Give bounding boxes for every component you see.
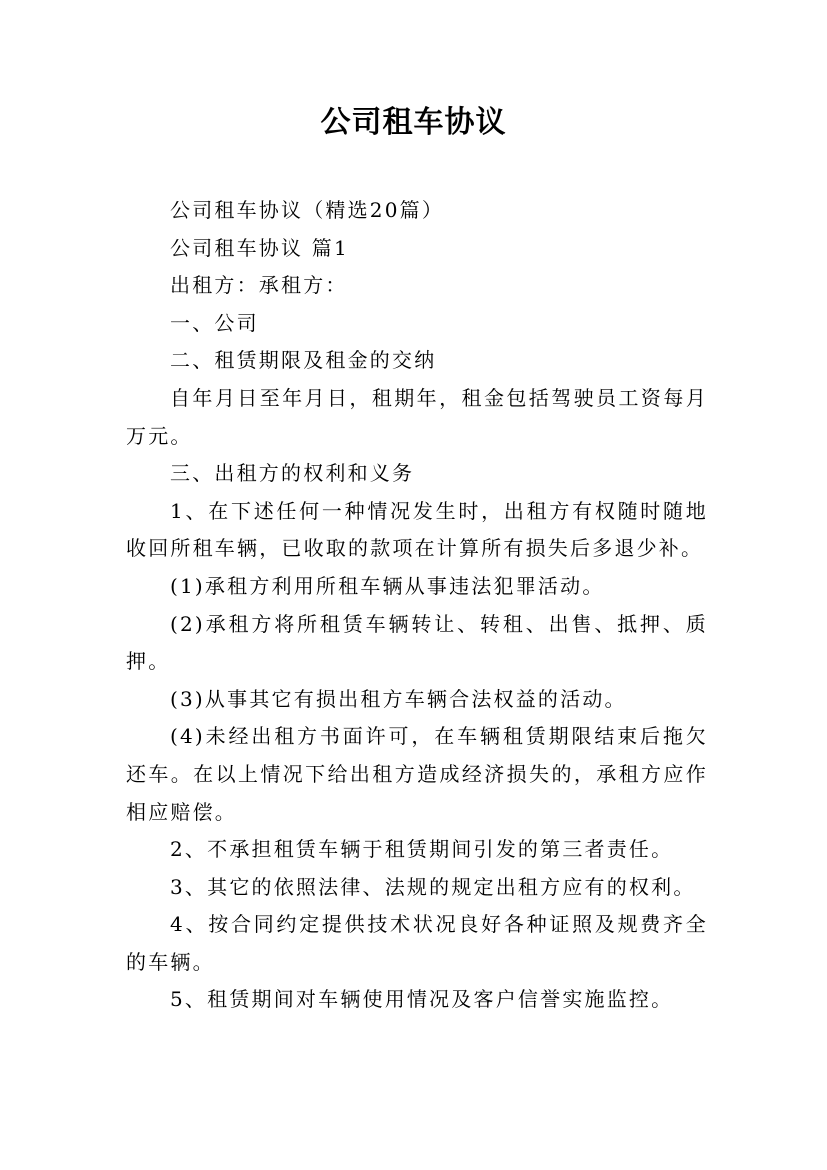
paragraph-term-rent: 自年月日至年月日，租期年，租金包括驾驶员工资每月万元。 <box>126 385 708 448</box>
document-body <box>126 192 708 1019</box>
paragraph-subitem-4: (4)未经出租方书面许可，在车辆租赁期限结束后拖欠还车。在以上情况下给出租方造成经济损失的，承租方应作相应赔偿。 <box>126 724 708 824</box>
paragraph-clause-1: 一、公司 <box>170 310 259 335</box>
paragraph-subitem-1: (1)承租方利用所租车辆从事违法犯罪活动。 <box>170 573 605 598</box>
paragraph-item-2: 2、不承担租赁车辆于租赁期间引发的第三者责任。 <box>170 837 674 862</box>
paragraph-clause-2: 二、租赁期限及租金的交纳 <box>170 348 437 373</box>
paragraph-subitem-2: (2)承租方将所租赁车辆转让、转租、出售、抵押、质押。 <box>126 611 708 674</box>
paragraph-parties: 出租方：承租方： <box>170 273 348 298</box>
paragraph-item-3: 3、其它的依照法律、法规的规定出租方应有的权利。 <box>170 874 696 899</box>
paragraph-item-1: 1、在下述任何一种情况发生时，出租方有权随时随地收回所租车辆，已收取的款项在计算所有损失后多退少补。 <box>126 498 708 561</box>
paragraph-item-5: 5、租赁期间对车辆使用情况及客户信誉实施监控。 <box>170 987 674 1012</box>
document-title: 公司租车协议 <box>320 105 507 140</box>
paragraph-subtitle: 公司租车协议（精选20篇） <box>170 198 445 222</box>
paragraph-clause-3: 三、出租方的权利和义务 <box>170 461 415 486</box>
paragraph-section-heading: 公司租车协议 篇1 <box>170 235 349 260</box>
paragraph-subitem-3: (3)从事其它有损出租方车辆合法权益的活动。 <box>170 686 627 711</box>
paragraph-item-4: 4、按合同约定提供技术状况良好各种证照及规费齐全的车辆。 <box>126 912 708 974</box>
